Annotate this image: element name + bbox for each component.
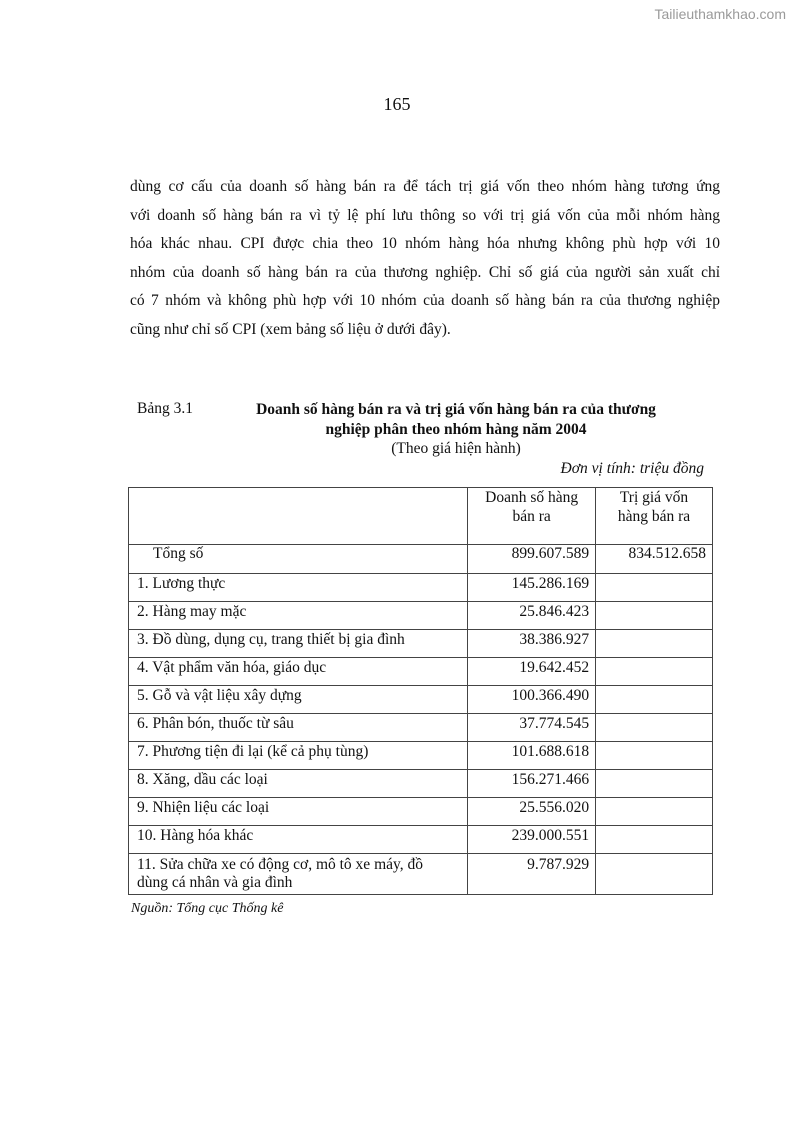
- table-caption-label: Bảng 3.1: [137, 400, 193, 417]
- table-caption-subtitle: (Theo giá hiện hành): [391, 440, 521, 457]
- header-cell-empty: [129, 488, 468, 545]
- table-unit: Đơn vị tính: triệu đồng: [560, 460, 704, 477]
- table-source-note: Nguồn: Tổng cục Thống kê: [131, 901, 284, 916]
- row-label: 6. Phân bón, thuốc từ sâu: [129, 714, 468, 742]
- row-sales: 100.366.490: [468, 686, 596, 714]
- table-caption-title: [226, 400, 686, 440]
- row-sales: 19.642.452: [468, 658, 596, 686]
- table-header-row: [129, 488, 713, 545]
- watermark: Tailieuthamkhao.com: [654, 6, 786, 22]
- row-cost: [596, 714, 713, 742]
- row-cost: [596, 770, 713, 798]
- paragraph-line: với doanh số hàng bán ra vì tỷ lệ phí lưu thông so với trị giá vốn của mỗi nhóm hàng: [130, 206, 720, 224]
- body-paragraph: [130, 173, 720, 344]
- table-row: [129, 826, 713, 854]
- row-sales: 101.688.618: [468, 742, 596, 770]
- table-row: [129, 854, 713, 895]
- table-row: [129, 714, 713, 742]
- row-cost: [596, 742, 713, 770]
- row-cost: [596, 630, 713, 658]
- row-cost: [596, 854, 713, 895]
- total-sales: 899.607.589: [468, 545, 596, 574]
- row-label: 1. Lương thực: [129, 574, 468, 602]
- row-label-line: 11. Sửa chữa xe có động cơ, mô tô xe máy, đồ: [137, 856, 423, 873]
- total-cost: 834.512.658: [596, 545, 713, 574]
- row-sales: 239.000.551: [468, 826, 596, 854]
- row-label: 3. Đồ dùng, dụng cụ, trang thiết bị gia đình: [129, 630, 468, 658]
- row-cost: [596, 574, 713, 602]
- paragraph-line: dùng cơ cấu của doanh số hàng bán ra để tách trị giá vốn theo nhóm hàng tương ứng: [130, 178, 720, 195]
- table-row: [129, 686, 713, 714]
- row-sales: 25.556.020: [468, 798, 596, 826]
- row-sales: 9.787.929: [468, 854, 596, 895]
- row-cost: [596, 686, 713, 714]
- row-label: 4. Vật phẩm văn hóa, giáo dục: [129, 658, 468, 686]
- header-cell-cost: [596, 488, 713, 545]
- row-cost: [596, 658, 713, 686]
- row-cost: [596, 826, 713, 854]
- row-sales: 145.286.169: [468, 574, 596, 602]
- data-table: [128, 487, 713, 895]
- row-label: 10. Hàng hóa khác: [129, 826, 468, 854]
- header-text: Doanh số hàng: [485, 489, 579, 506]
- header-text: hàng bán ra: [617, 508, 691, 525]
- row-label: 2. Hàng may mặc: [129, 602, 468, 630]
- page-number: 165: [383, 94, 411, 114]
- table-row: [129, 770, 713, 798]
- table-title-line: nghiệp phân theo nhóm hàng năm 2004: [325, 421, 587, 438]
- paragraph-line: có 7 nhóm và không phù hợp với 10 nhóm của doanh số hàng bán ra của thương nghiệp: [130, 292, 720, 309]
- row-sales: 25.846.423: [468, 602, 596, 630]
- table-total-row: [129, 545, 713, 574]
- paragraph-line: cũng như chỉ số CPI (xem bảng số liệu ở dưới đây).: [130, 320, 451, 338]
- row-label: [129, 854, 468, 895]
- table-title-line: Doanh số hàng bán ra và trị giá vốn hàng bán ra của thương: [256, 401, 656, 418]
- table-row: [129, 630, 713, 658]
- row-sales: 156.271.466: [468, 770, 596, 798]
- row-label: 5. Gỗ và vật liệu xây dựng: [129, 686, 468, 714]
- row-label-line: dùng cá nhân và gia đình: [137, 874, 293, 891]
- table-row: [129, 798, 713, 826]
- table-row: [129, 602, 713, 630]
- row-cost: [596, 602, 713, 630]
- paragraph-line: hóa khác nhau. CPI được chia theo 10 nhóm hàng hóa nhưng không phù hợp với 10: [130, 235, 720, 252]
- header-cell-sales: [468, 488, 596, 545]
- row-label: 7. Phương tiện đi lại (kể cả phụ tùng): [129, 742, 468, 770]
- row-cost: [596, 798, 713, 826]
- table-row: [129, 658, 713, 686]
- header-text: Trị giá vốn: [619, 489, 689, 506]
- row-sales: 38.386.927: [468, 630, 596, 658]
- header-text: bán ra: [512, 508, 551, 525]
- table-row: [129, 742, 713, 770]
- total-label: Tổng số: [129, 545, 468, 574]
- row-label: 8. Xăng, dầu các loại: [129, 770, 468, 798]
- row-label: 9. Nhiện liệu các loại: [129, 798, 468, 826]
- paragraph-line: nhóm của doanh số hàng bán ra của thương nghiệp. Chỉ số giá của người sản xuất chỉ: [130, 263, 720, 281]
- table-row: [129, 574, 713, 602]
- row-sales: 37.774.545: [468, 714, 596, 742]
